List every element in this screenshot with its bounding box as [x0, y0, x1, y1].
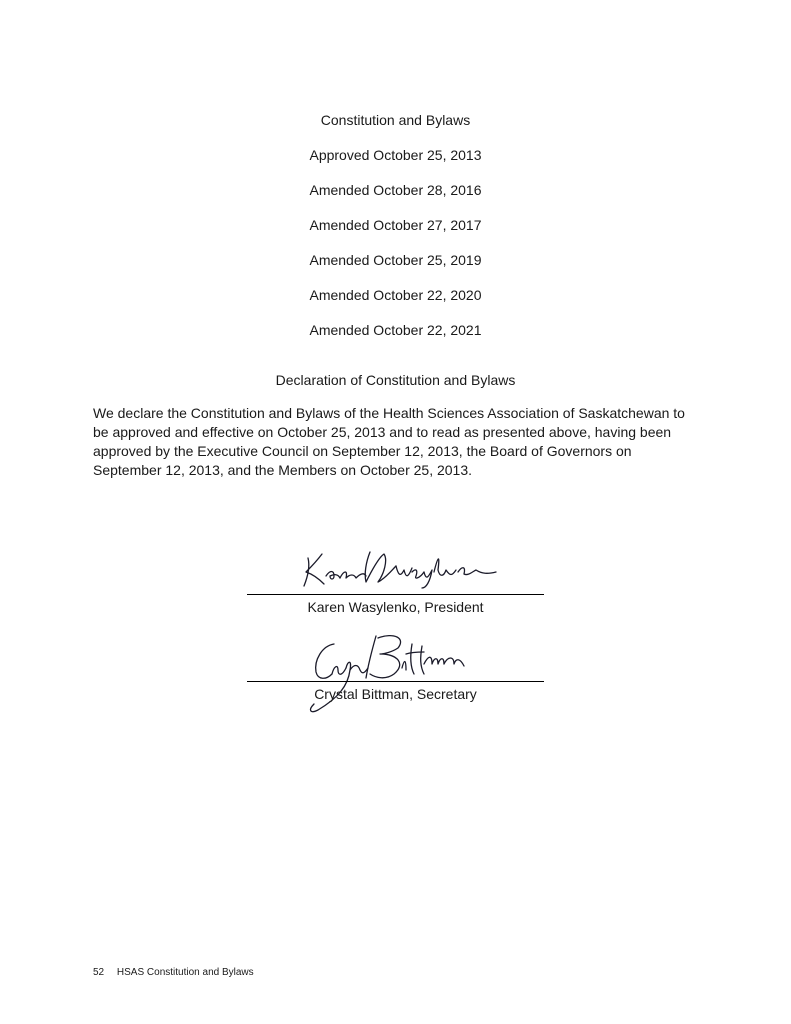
footer-label: HSAS Constitution and Bylaws — [116, 967, 254, 978]
signature-caption-secretary: Crystal Bittman, Secretary — [314, 686, 477, 702]
declaration-heading: Declaration of Constitution and Bylaws — [275, 372, 516, 388]
signature-line — [247, 681, 544, 682]
history-line: Amended October 25, 2019 — [309, 252, 482, 268]
page-number: 52 — [93, 967, 105, 978]
document-title: Constitution and Bylaws — [320, 112, 471, 128]
history-line: Amended October 27, 2017 — [309, 217, 482, 233]
signature-karen-wasylenko — [300, 548, 500, 590]
history-line: Amended October 22, 2020 — [309, 287, 482, 303]
signature-line — [247, 594, 544, 595]
declaration-paragraph: We declare the Constitution and Bylaws of the Health Sciences Association of Saskatchewan to be approved and effective on October 25, 2013 and to read as presented above, having been approved by the Executive Council on September 12, 2013, the Board of Governors on September 12, 2013, and the Members on October 25, 2013. — [93, 405, 685, 478]
signature-caption-president: Karen Wasylenko, President — [307, 599, 484, 615]
history-line: Amended October 28, 2016 — [309, 182, 482, 198]
page-footer — [93, 967, 254, 979]
history-line: Approved October 25, 2013 — [309, 147, 482, 163]
history-line: Amended October 22, 2021 — [309, 322, 482, 338]
